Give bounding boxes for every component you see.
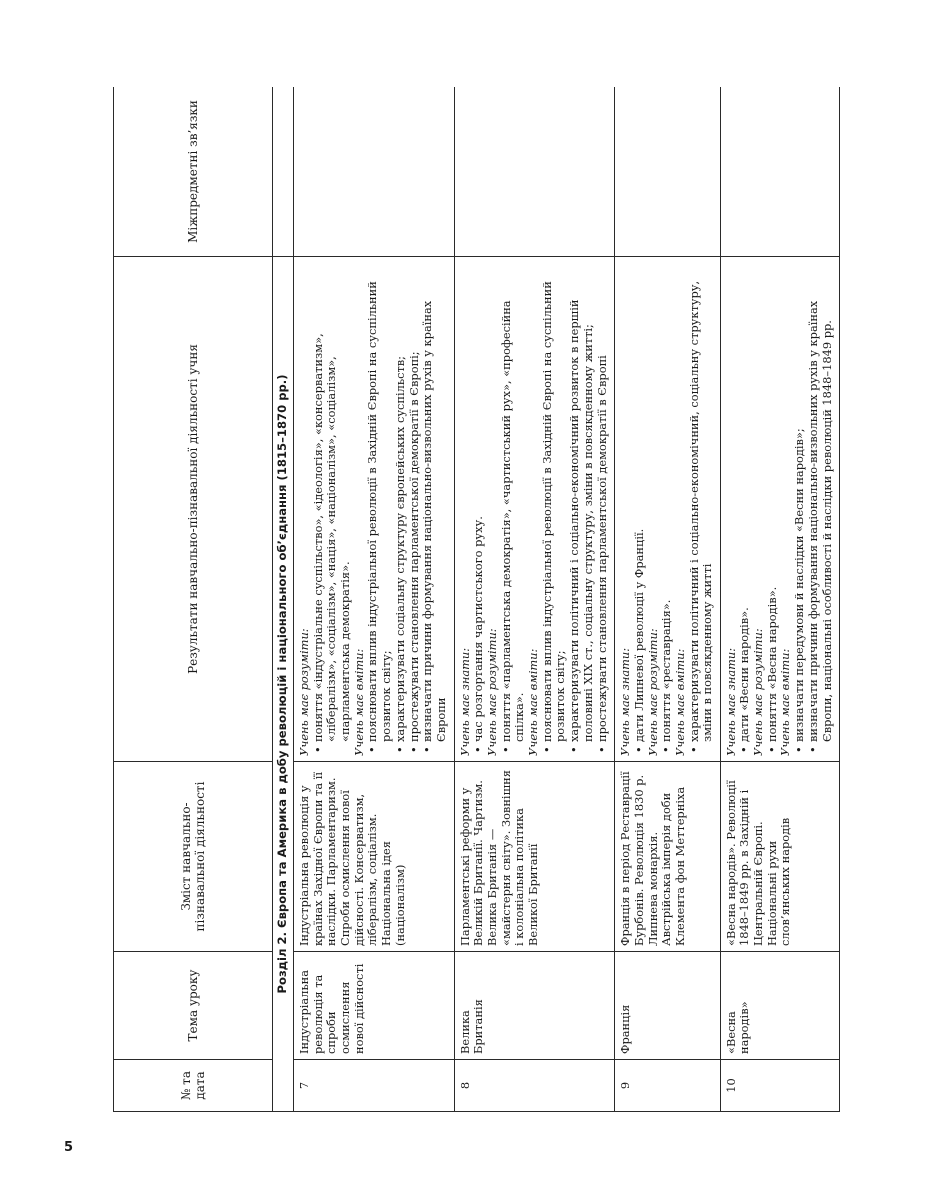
header-num: № та дата — [114, 1060, 273, 1112]
results-list — [541, 262, 609, 756]
lesson-number: 10 — [720, 1060, 839, 1112]
lesson-topic: «Весна народів» — [720, 952, 839, 1060]
results-item: • характеризувати соціальну структуру європейських суспільств; — [394, 262, 408, 756]
results-item: • дати «Весни народів». — [738, 262, 752, 756]
results-group-label: Учень має розуміти: — [751, 628, 766, 756]
results-item: • простежувати становлення парламентської демократії в Європі; — [408, 262, 422, 756]
lesson-number: 7 — [294, 1060, 455, 1112]
results-list — [660, 262, 674, 756]
lesson-content: Парламентські реформи у Великій Британії. Чартизм. Велика Британія — «майстерня світу». Зовнішня і колоніальна політика Великої Британії — [454, 762, 615, 952]
results-group-label: Учень має розуміти: — [297, 628, 312, 756]
results-item: • визначати причини формування національно-визвольних рухів у країнах Європи — [421, 262, 448, 756]
lesson-content: «Весна народів». Революції 1848–1849 рр. в Західній і Центральній Європі. Національні рухи слов’янських народів — [720, 762, 839, 952]
results-list — [312, 262, 353, 756]
lesson-topic: Велика Британія — [454, 952, 615, 1060]
lesson-links — [615, 87, 720, 257]
lesson-row — [615, 87, 720, 1112]
header-links: Міжпредметні зв’язки — [114, 87, 273, 257]
results-item: • простежувати становлення парламентської демократії в Європі — [596, 262, 610, 756]
lesson-row — [294, 87, 455, 1112]
results-list — [793, 262, 834, 756]
results-item: • дати Липневої революції у Франції. — [633, 262, 647, 756]
results-item: • визначати передумови й наслідки «Весни народів»; — [793, 262, 807, 756]
results-group-label: Учень має знати: — [618, 647, 633, 756]
results-group-label: Учень має знати: — [457, 647, 472, 756]
results-item: • поняття «реставрація». — [660, 262, 674, 756]
lesson-row — [454, 87, 615, 1112]
results-item: • пояснювати вплив індустріальної революції в Західній Європі на суспільний розвиток світу; — [366, 262, 393, 756]
results-item: • поняття «парламентська демократія», «чартистський рух», «професійна спілка». — [500, 262, 527, 756]
results-list — [766, 262, 780, 756]
lesson-row — [720, 87, 839, 1112]
lesson-number: 8 — [454, 1060, 615, 1112]
results-item: • поняття «Весна народів». — [766, 262, 780, 756]
results-item: • пояснювати вплив індустріальної революції в Західній Європі на суспільний розвиток світу; — [541, 262, 568, 756]
results-group-label: Учень має знати: — [723, 647, 738, 756]
header-content: Зміст навчально-пізнавальної діяльності — [114, 762, 273, 952]
results-item: • час розгортання чартистського руху. — [472, 262, 486, 756]
lesson-links — [454, 87, 615, 257]
header-row — [114, 87, 273, 1112]
results-group-label: Учень має вміти: — [778, 648, 793, 756]
curriculum-table — [113, 87, 840, 1112]
header-results: Результати навчально-пізнавальної діяльності учня — [114, 257, 273, 762]
results-group-label: Учень має вміти: — [672, 648, 687, 756]
rotated-table-container — [113, 87, 840, 1112]
results-item: • характеризувати політичний і соціально-економічний розвиток в першій половині XIX ст., соціальну структуру, зміни в повсякденному житті; — [568, 262, 595, 756]
results-item: • поняття «індустріальне суспільство», «ідеологія», «консерватизм», «лібералізм», «соціалізм», «нація», «націоналізм», «соціалізм», «парламентська демократія». — [312, 262, 353, 756]
results-item: • характеризувати політичний і соціально-економічний, соціальну структуру, зміни в повсякденному житті — [688, 262, 715, 756]
lesson-number: 9 — [615, 1060, 720, 1112]
lesson-links — [720, 87, 839, 257]
lesson-links — [294, 87, 455, 257]
table-body — [273, 87, 840, 1112]
lesson-content: Франція в період Реставрації Бурбонів. Революція 1830 р. Липнева монархія. Австрійська імперія доби Клемента фон Меттерніха — [615, 762, 720, 952]
section-title: Розділ 2. Європа та Америка в добу революцій і національного об’єднання (1815–1870 рр.) — [273, 257, 294, 1112]
results-group-label: Учень має розуміти: — [645, 628, 660, 756]
results-list — [500, 262, 527, 756]
results-group-label: Учень має вміти: — [526, 648, 541, 756]
results-list — [472, 262, 486, 756]
results-list — [738, 262, 752, 756]
results-item: • визначати причини формування національно-визвольних рухів у країнах Європи, національні особливості й наслідки революцій 1848–1849 рр. — [807, 262, 834, 756]
lesson-results — [454, 257, 615, 762]
results-group-label: Учень має розуміти: — [485, 628, 499, 756]
results-list — [366, 262, 448, 756]
results-group-label: Учень має вміти: — [351, 648, 366, 756]
header-topic: Тема уроку — [114, 952, 273, 1060]
lesson-content: Індустріальна революція у країнах Західної Європи та її наслідки. Парламентаризм. Спроби осмислення нової дійсності. Консерватизм, лібералізм, соціалізм. Національна ідея (націоналізм) — [294, 762, 455, 952]
page-number: 5 — [64, 1140, 74, 1155]
curriculum-table-region — [113, 87, 840, 1112]
section-links-cell — [273, 87, 294, 257]
section-row — [273, 87, 294, 1112]
lesson-topic: Франція — [615, 952, 720, 1060]
lesson-topic: Індустріальна революція та спроби осмислення нової дійсності — [294, 952, 455, 1060]
results-list — [688, 262, 715, 756]
lesson-results — [615, 257, 720, 762]
lesson-results — [294, 257, 455, 762]
results-list — [633, 262, 647, 756]
lesson-results — [720, 257, 839, 762]
